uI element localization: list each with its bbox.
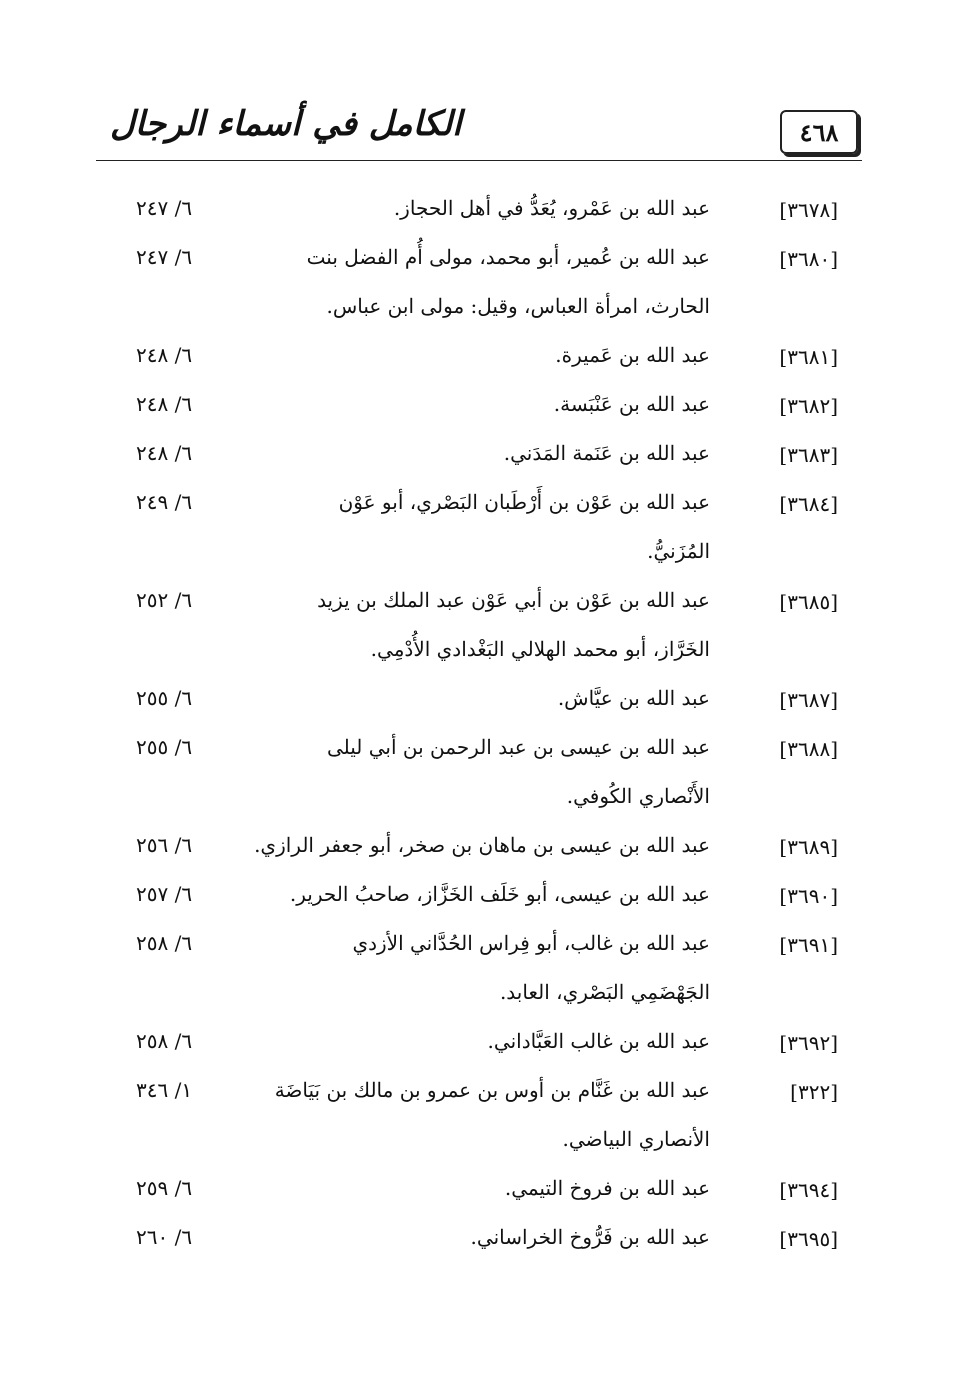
entry-line bbox=[120, 1023, 846, 1072]
entry-number: [٣٦٩١] bbox=[779, 933, 838, 957]
entry-item bbox=[120, 925, 846, 1023]
entry-text: الحارث، امرأة العباس، وقيل: مولى ابن عباس. bbox=[326, 294, 710, 318]
entry-text: عبد الله بن عَنْبَسة. bbox=[553, 392, 710, 416]
entry-number: [٣٦٨١] bbox=[779, 345, 838, 369]
entry-number: [٣٦٨٠] bbox=[779, 247, 838, 271]
entry-text: عبد الله بن عَوْن بن أبي عَوْن عبد الملك بن يزيد bbox=[317, 588, 710, 612]
entry-reference: ٦/ ٢٥٢ bbox=[136, 588, 193, 612]
entry-line bbox=[120, 484, 846, 533]
entry-item bbox=[120, 1023, 846, 1072]
entry-reference: ١/ ٣٤٦ bbox=[136, 1078, 193, 1102]
entry-text: عبد الله بن عيسى بن ماهان بن صخر، أبو جعفر الرازي. bbox=[254, 833, 710, 857]
entry-item bbox=[120, 337, 846, 386]
entry-list bbox=[120, 190, 846, 1268]
entry-number: [٣٦٩٥] bbox=[779, 1227, 838, 1251]
entry-reference: ٦/ ٢٥٨ bbox=[136, 931, 193, 955]
entry-text: الأَنْصاري الكُوفي. bbox=[566, 784, 710, 808]
entry-line bbox=[120, 337, 846, 386]
entry-item bbox=[120, 582, 846, 680]
entry-reference: ٦/ ٢٤٨ bbox=[136, 343, 193, 367]
entry-line bbox=[120, 288, 846, 337]
entry-reference: ٦/ ٢٥٥ bbox=[136, 735, 193, 759]
entry-item bbox=[120, 484, 846, 582]
entry-text: عبد الله بن عيسى، أبو خَلَف الخَزَّاز، صاحبُ الحرير. bbox=[289, 882, 710, 906]
entry-item bbox=[120, 386, 846, 435]
entry-reference: ٦/ ٢٥٧ bbox=[136, 882, 193, 906]
entry-line bbox=[120, 1170, 846, 1219]
entry-number: [٣٦٨٤] bbox=[779, 492, 838, 516]
entry-line bbox=[120, 680, 846, 729]
entry-text: عبد الله بن عَنَمة المَدَني. bbox=[503, 441, 710, 465]
entry-item bbox=[120, 827, 846, 876]
entry-line bbox=[120, 533, 846, 582]
entry-reference: ٦/ ٢٥٦ bbox=[136, 833, 193, 857]
entry-reference: ٦/ ٢٤٧ bbox=[136, 196, 193, 220]
entry-number: [٣٦٩٤] bbox=[779, 1178, 838, 1202]
entry-line bbox=[120, 582, 846, 631]
entry-text: عبد الله بن فَرُّوخ الخراساني. bbox=[470, 1225, 710, 1249]
entry-reference: ٦/ ٢٤٧ bbox=[136, 245, 193, 269]
entry-text: عبد الله بن عيَّاش. bbox=[557, 686, 710, 710]
entry-text: عبد الله بن عُمير، أبو محمد، مولى أُم الفضل بنت bbox=[306, 245, 710, 269]
book-title: الكامل في أسماء الرجال bbox=[110, 104, 462, 144]
entry-text: عبد الله بن عيسى بن عبد الرحمن بن أبي ليلى bbox=[326, 735, 710, 759]
entry-line bbox=[120, 974, 846, 1023]
entry-text: عبد الله بن غَنَّام بن أوس بن عمرو بن مالك بن بَيَاضَة bbox=[274, 1078, 710, 1102]
entry-reference: ٦/ ٢٤٨ bbox=[136, 441, 193, 465]
entry-line bbox=[120, 1072, 846, 1121]
entry-line bbox=[120, 925, 846, 974]
entry-item bbox=[120, 239, 846, 337]
entry-line bbox=[120, 190, 846, 239]
entry-number: [٣٦٨٣] bbox=[779, 443, 838, 467]
entry-line bbox=[120, 435, 846, 484]
entry-number: [٣٦٩٢] bbox=[779, 1031, 838, 1055]
entry-text: عبد الله بن عَمْرو، يُعَدُّ في أهل الحجاز. bbox=[393, 196, 710, 220]
entry-reference: ٦/ ٢٥٥ bbox=[136, 686, 193, 710]
entry-item bbox=[120, 876, 846, 925]
entry-text: الجَهْضَمِي البَصْري، العابد. bbox=[499, 980, 710, 1004]
entry-reference: ٦/ ٢٤٨ bbox=[136, 392, 193, 416]
entry-item bbox=[120, 729, 846, 827]
entry-item bbox=[120, 435, 846, 484]
entry-line bbox=[120, 876, 846, 925]
entry-reference: ٦/ ٢٥٩ bbox=[136, 1176, 193, 1200]
entry-number: [٣٦٨٥] bbox=[779, 590, 838, 614]
entry-item bbox=[120, 680, 846, 729]
entry-text: الأنصاري البياضي. bbox=[562, 1127, 710, 1151]
entry-text: عبد الله بن فروخ التيمي. bbox=[504, 1176, 710, 1200]
entry-number: [٣٦٨٩] bbox=[779, 835, 838, 859]
entry-number: [٣٦٨٧] bbox=[779, 688, 838, 712]
entry-item bbox=[120, 1219, 846, 1268]
entry-reference: ٦/ ٢٦٠ bbox=[136, 1225, 193, 1249]
entry-line bbox=[120, 1219, 846, 1268]
entry-number: [٣٢٢] bbox=[790, 1080, 838, 1104]
entry-reference: ٦/ ٢٥٨ bbox=[136, 1029, 193, 1053]
entry-text: عبد الله بن عَوْن بن أَرْطَبان البَصْري، أبو عَوْن bbox=[338, 490, 710, 514]
entry-line bbox=[120, 827, 846, 876]
entry-text: الخَرَّاز، أبو محمد الهلالي البَغْدادي الأُدْمِي. bbox=[370, 637, 710, 661]
entry-line bbox=[120, 239, 846, 288]
entry-line bbox=[120, 1121, 846, 1170]
entry-number: [٣٦٨٢] bbox=[779, 394, 838, 418]
entry-line bbox=[120, 778, 846, 827]
entry-line bbox=[120, 386, 846, 435]
entry-number: [٣٦٩٠] bbox=[779, 884, 838, 908]
entry-number: [٣٦٨٨] bbox=[779, 737, 838, 761]
entry-number: [٣٦٧٨] bbox=[779, 198, 838, 222]
entry-item bbox=[120, 1170, 846, 1219]
header-divider bbox=[96, 160, 862, 161]
entry-text: المُزَنيُّ. bbox=[647, 539, 710, 563]
entry-line bbox=[120, 729, 846, 778]
entry-item bbox=[120, 190, 846, 239]
page-number: ٤٦٨ bbox=[780, 110, 858, 154]
entry-text: عبد الله بن غالب العَبَّاداني. bbox=[487, 1029, 710, 1053]
entry-text: عبد الله بن غالب، أبو فِراس الحُدَّاني الأزدي bbox=[352, 931, 710, 955]
entry-line bbox=[120, 631, 846, 680]
entry-item bbox=[120, 1072, 846, 1170]
entry-text: عبد الله بن عَميرة. bbox=[555, 343, 710, 367]
entry-reference: ٦/ ٢٤٩ bbox=[136, 490, 193, 514]
